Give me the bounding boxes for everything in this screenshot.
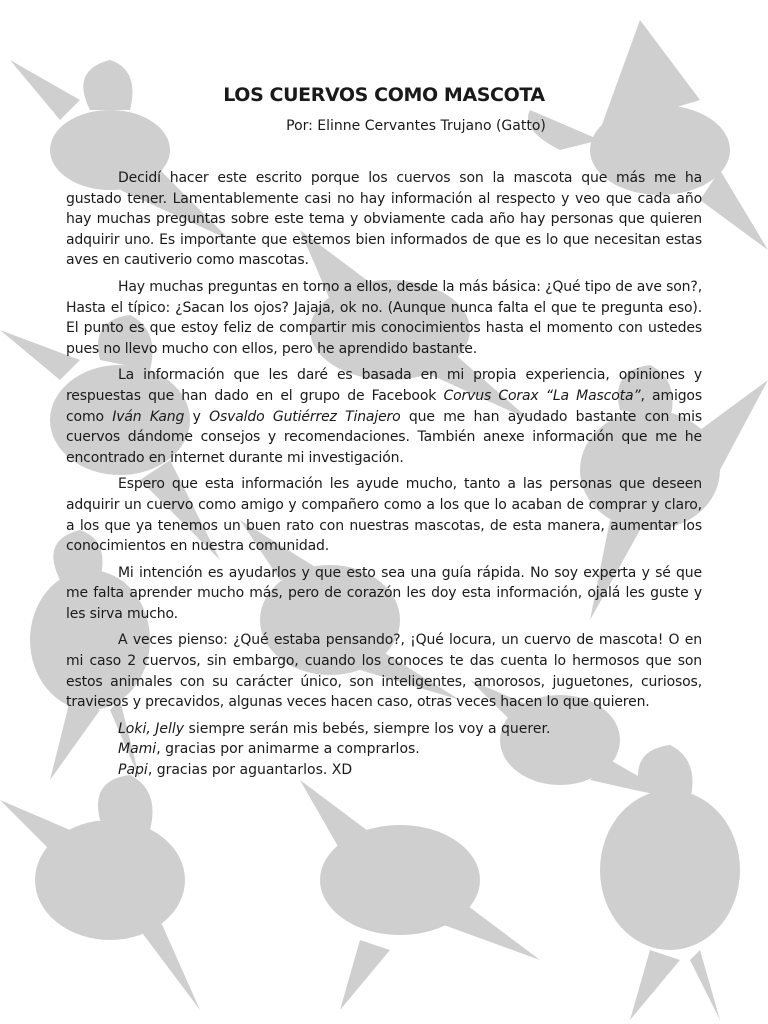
paragraph-hope: Espero que esta información les ayude mucho, tanto a las personas que deseen adquirir un cuervo como amigo y compañero como a los que lo acaban de comprar y claro, a los que ya tenemos un buen rato con nuestras mascotas, de esta manera, aumentar los conocimientos en nuestra comunidad. (66, 476, 702, 555)
paragraph-sources (66, 365, 702, 468)
facebook-group-name: Corvus Corax “La Mascota” (443, 387, 641, 404)
paragraph-intention: Mi intención es ayudarlos y que esto sea una guía rápida. No soy experta y sé que me falta aprender mucho más, pero de corazón les doy esta información, ojalá les guste y les sirva mucho. (66, 564, 702, 622)
dedication-text: , gracias por aguantarlos. XD (147, 762, 353, 779)
crow-silhouette-icon (300, 780, 540, 1010)
paragraph-intro: Decidí hacer este escrito porque los cuervos son la mascota que más me ha gustado tener. Lamentablemente casi no hay información al respecto y veo que cada año hay muchas preguntas sobre este tema y obviamente cada año hay personas que quieren adquirir uno. Es importante que estemos bien informados de que es lo que necesitan estas aves en cautiverio como mascotas. (66, 170, 702, 269)
friend-name: Osvaldo Gutiérrez Tinajero (209, 408, 401, 425)
paragraph-sources-text: y (184, 408, 210, 425)
friend-name: Iván Kang (112, 408, 185, 425)
closing-dedications (118, 719, 702, 781)
paragraph-sources-text: La información que les daré es basada en mi propia experiencia, opiniones y respuestas que han dado en el grupo de Facebook (66, 367, 702, 404)
paragraph-sources-text: , amigos como (66, 387, 702, 425)
dedication-name: Papi (118, 762, 148, 779)
paragraph-sources-text: que me han ayudado bastante con mis cuervos dándome consejos y recomendaciones. También anexe información que me he encontrado en internet durante mi investigación. (66, 408, 702, 466)
dedication-name: Mami (118, 741, 157, 758)
document-page (66, 82, 702, 781)
document-title: LOS CUERVOS COMO MASCOTA (223, 84, 545, 106)
dedication-line (118, 719, 702, 740)
pet-names: Loki, Jelly (118, 720, 185, 737)
paragraph-reflection: A veces pienso: ¿Qué estaba pensando?, ¡Qué locura, un cuervo de mascota! O en mi caso 2 cuervos, sin embargo, cuando los conoces te das cuenta lo hermosos que son estos animales con su carácter único, son inteligentes, amorosos, juguetones, curiosos, traviesos y precavidos, algunas veces hacen caso, otras veces hacen lo que quieren. (66, 632, 702, 711)
dedication-line (118, 739, 702, 760)
dedication-line (118, 760, 702, 781)
dedication-text: , gracias por animarme a comprarlos. (156, 741, 420, 758)
crow-silhouette-icon (0, 775, 200, 1010)
document-author: Por: Elinne Cervantes Trujano (Gatto) (286, 118, 546, 134)
dedication-text: siempre serán mis bebés, siempre los voy a querer. (184, 720, 551, 737)
paragraph-questions: Hay muchas preguntas en torno a ellos, desde la más básica: ¿Qué tipo de ave son?, Hasta el típico: ¿Sacan los ojos? Jajaja, ok no. (Aunque nunca falta el que te pregunta eso). El punto es que estoy feliz de compartir mis conocimientos hasta el momento con ustedes pues no llevo mucho con ellos, pero he aprendido bastante. (66, 278, 702, 357)
